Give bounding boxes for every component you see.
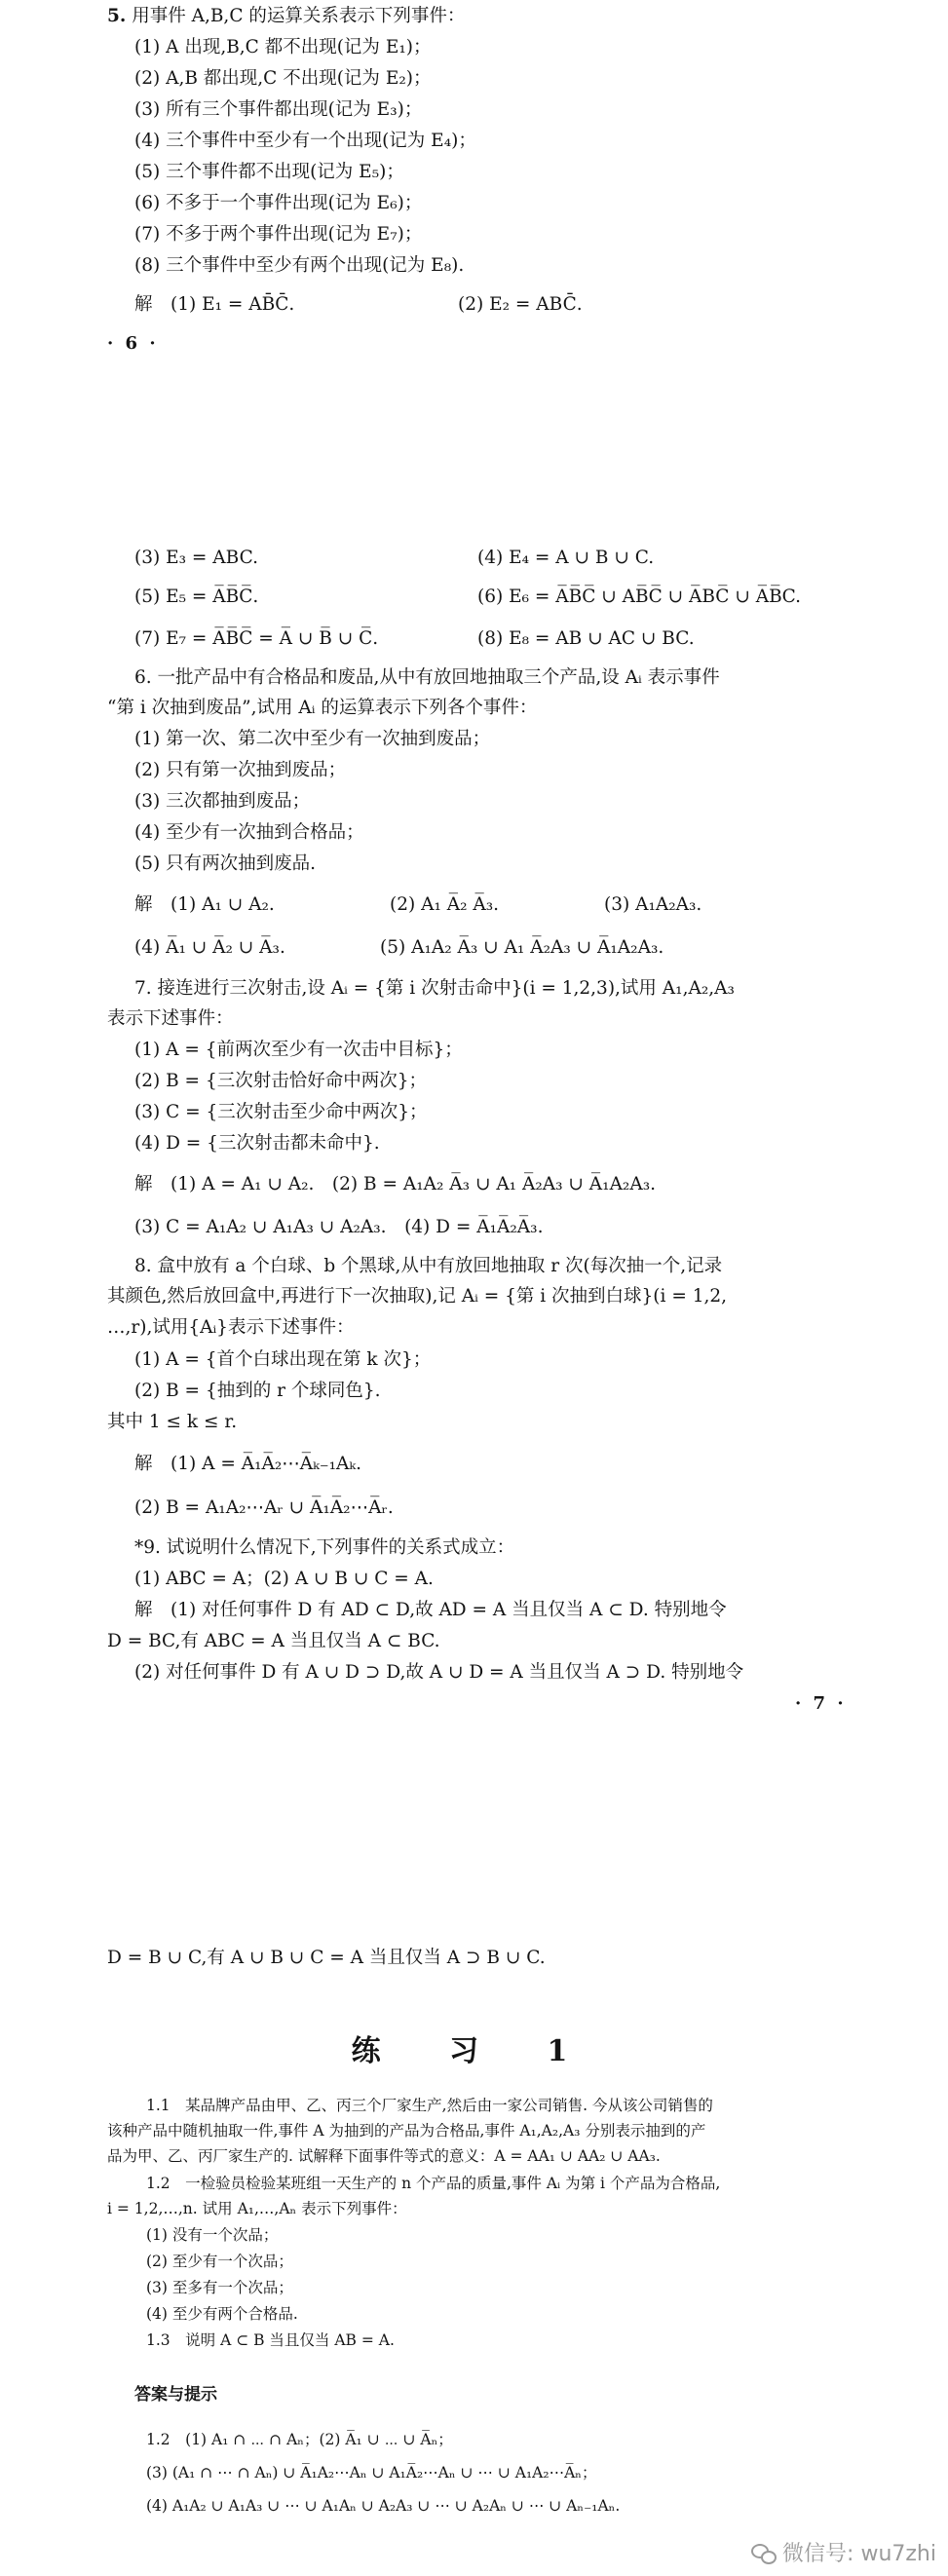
ex-1-2-item-2: (2) 至少有一个次品；	[146, 2253, 293, 2270]
q5-sol-row-2-left: (5) E₅ = A̅B̅C̅.	[134, 587, 259, 607]
q5-sol-row-1-left: (3) E₃ = ABC.	[134, 548, 258, 568]
ex-1-1-line-1: 1.1 某品牌产品由甲、乙、丙三个厂家生产,然后由一家公司销售. 今从该公司销售的	[146, 2097, 713, 2114]
ex-1-2-line-1: 1.2 一检验员检验某班组一天生产的 n 个产品的质量,事件 Aᵢ 为第 i 个产品为合格品,	[146, 2175, 721, 2192]
q5-sol-row-2-right: (6) E₆ = A̅B̅C̅ ∪ AB̅C̅ ∪ A̅BC̅ ∪ A̅B̅C.	[477, 587, 802, 607]
q9-items: (1) ABC = A；(2) A ∪ B ∪ C = A.	[134, 1569, 434, 1589]
q5-solution-2: (2) E₂ = ABC̄.	[458, 294, 583, 315]
q8-where: 其中 1 ≤ k ≤ r.	[107, 1412, 238, 1432]
q6-solution-1c: (3) A₁A₂A₃.	[604, 894, 702, 915]
q7-intro-line-2: 表示下述事件：	[107, 1008, 234, 1029]
q7-intro-line-1: 7. 接连进行三次射击,设 Aᵢ = {第 i 次射击命中}(i = 1,2,3),试用 A₁,A₂,A₃	[134, 978, 735, 999]
q7-item-4: (4) D = {三次射击都未命中}.	[134, 1133, 380, 1154]
ex-1-3: 1.3 说明 A ⊂ B 当且仅当 AB = A.	[146, 2331, 395, 2349]
q5-sol-row-3-right: (8) E₈ = AB ∪ AC ∪ BC.	[477, 628, 695, 649]
page-number-7: · 7 ·	[795, 1693, 847, 1714]
q6-item-2: (2) 只有第一次抽到废品；	[134, 760, 347, 780]
q7-item-3: (3) C = {三次射击至少命中两次}；	[134, 1102, 428, 1122]
exercise-title: 练 习 1	[351, 2034, 597, 2068]
q7-solution-1: 解 (1) A = A₁ ∪ A₂. (2) B = A₁A₂ A̅₃ ∪ A₁ A̅₂A₃ ∪ A̅₁A₂A₃.	[134, 1174, 657, 1194]
q5-item-3: (3) 所有三个事件都出现(记为 E₃)；	[134, 99, 423, 120]
answer-line-1: 1.2 (1) A₁ ∩ ⋯ ∩ Aₙ；(2) A̅₁ ∪ ⋯ ∪ A̅ₙ；	[146, 2431, 453, 2448]
q8-intro-line-2: 其颜色,然后放回盒中,再进行下一次抽取),记 Aᵢ = {第 i 次抽到白球}(i = 1,2,	[107, 1286, 728, 1307]
q7-item-1: (1) A = {前两次至少有一次击中目标}；	[134, 1040, 463, 1060]
q5-solution-1: 解 (1) E₁ = AB̄C̄.	[134, 294, 295, 315]
q8-item-2: (2) B = {抽到的 r 个球同色}.	[134, 1381, 381, 1401]
q5-item-1: (1) A 出现,B,C 都不出现(记为 E₁)；	[134, 37, 432, 57]
ex-1-1-line-3: 品为甲、乙、丙厂家生产的. 试解释下面事件等式的意义：A = AA₁ ∪ AA₂ ∪ AA₃.	[107, 2147, 661, 2165]
q5-item-4: (4) 三个事件中至少有一个出现(记为 E₄)；	[134, 131, 476, 151]
q6-item-5: (5) 只有两次抽到废品.	[134, 853, 316, 874]
q5-item-7: (7) 不多于两个事件出现(记为 E₇)；	[134, 224, 423, 245]
q6-intro-line-1: 6. 一批产品中有合格品和废品,从中有放回地抽取三个产品,设 Aᵢ 表示事件	[134, 667, 720, 688]
ex-1-1-line-2: 该种产品中随机抽取一件,事件 A 为抽到的产品为合格品,事件 A₁,A₂,A₃ 分别表示抽到的产	[107, 2122, 706, 2140]
ex-1-2-item-4: (4) 至少有两个合格品.	[146, 2305, 298, 2323]
wechat-icon	[751, 2543, 777, 2562]
q9-solution-1a: 解 (1) 对任何事件 D 有 AD ⊂ D,故 AD = A 当且仅当 A ⊂ D. 特别地令	[134, 1600, 727, 1620]
answer-line-3: (4) A₁A₂ ∪ A₁A₃ ∪ ⋯ ∪ A₁Aₙ ∪ A₂A₃ ∪ ⋯ ∪ A₂Aₙ ∪ ⋯ ∪ Aₙ₋₁Aₙ.	[146, 2497, 621, 2515]
answers-heading: 答案与提示	[134, 2385, 217, 2405]
q6-solution-2b: (5) A₁A₂ A̅₃ ∪ A₁ A̅₂A₃ ∪ A̅₁A₂A₃.	[380, 937, 664, 958]
q9-continuation: D = B ∪ C,有 A ∪ B ∪ C = A 当且仅当 A ⊃ B ∪ C.	[107, 1948, 546, 1968]
watermark-text: 微信号: wu7zhi	[782, 2542, 936, 2566]
q5-item-5: (5) 三个事件都不出现(记为 E₅)；	[134, 162, 404, 182]
q5-item-6: (6) 不多于一个事件出现(记为 E₆)；	[134, 193, 423, 213]
answer-line-2: (3) (A₁ ∩ ⋯ ∩ Aₙ) ∪ A̅₁A₂⋯Aₙ ∪ A₁A̅₂⋯Aₙ ∪ ⋯ ∪ A₁A₂⋯A̅ₙ；	[146, 2464, 597, 2481]
q5-sol-row-1-right: (4) E₄ = A ∪ B ∪ C.	[477, 548, 655, 568]
q8-item-1: (1) A = {首个白球出现在第 k 次}；	[134, 1349, 432, 1370]
q6-solution-2a: (4) A̅₁ ∪ A̅₂ ∪ A̅₃.	[134, 937, 285, 958]
q8-intro-line-1: 8. 盒中放有 a 个白球、b 个黑球,从中有放回地抽取 r 次(每次抽一个,记录	[134, 1256, 723, 1276]
q6-solution-1b: (2) A₁ A̅₂ A̅₃.	[390, 894, 500, 915]
q8-solution-2: (2) B = A₁A₂⋯Aᵣ ∪ A̅₁A̅₂⋯A̅ᵣ.	[134, 1497, 394, 1518]
q8-solution-1: 解 (1) A = A̅₁A̅₂⋯A̅ₖ₋₁Aₖ.	[134, 1454, 362, 1474]
q9-solution-2a: (2) 对任何事件 D 有 A ∪ D ⊃ D,故 A ∪ D = A 当且仅当 A ⊃ D. 特别地令	[134, 1662, 744, 1683]
q5-intro: 5. 用事件 A,B,C 的运算关系表示下列事件：	[107, 6, 466, 26]
q6-intro-line-2: “第 i 次抽到废品”,试用 Aᵢ 的运算表示下列各个事件：	[107, 698, 538, 718]
q6-item-3: (3) 三次都抽到废品；	[134, 791, 311, 812]
q6-solution-1a: 解 (1) A₁ ∪ A₂.	[134, 894, 275, 915]
page-number-6: · 6 ·	[107, 333, 159, 354]
q5-item-2: (2) A,B 都出现,C 不出现(记为 E₂)；	[134, 68, 432, 89]
q5-sol-row-3-left: (7) E₇ = A̅B̅C̅ = A̅ ∪ B̅ ∪ C̅.	[134, 628, 379, 649]
watermark	[751, 2537, 936, 2567]
q7-item-2: (2) B = {三次射击恰好命中两次}；	[134, 1071, 427, 1091]
q6-item-1: (1) 第一次、第二次中至少有一次抽到废品；	[134, 729, 491, 749]
q8-intro-line-3: …,r),试用{Aᵢ}表示下述事件：	[107, 1317, 355, 1338]
ex-1-2-item-3: (3) 至多有一个次品；	[146, 2279, 293, 2296]
q7-solution-2: (3) C = A₁A₂ ∪ A₁A₃ ∪ A₂A₃. (4) D = A̅₁A̅₂A̅₃.	[134, 1217, 544, 1237]
q9-solution-1b: D = BC,有 ABC = A 当且仅当 A ⊂ BC.	[107, 1631, 440, 1651]
q5-item-8: (8) 三个事件中至少有两个出现(记为 E₈).	[134, 255, 465, 276]
ex-1-2-line-2: i = 1,2,…,n. 试用 A₁,…,Aₙ 表示下列事件：	[107, 2200, 407, 2217]
q9-intro: *9. 试说明什么情况下,下列事件的关系式成立：	[134, 1537, 515, 1558]
ex-1-2-item-1: (1) 没有一个次品；	[146, 2226, 279, 2244]
q6-item-4: (4) 至少有一次抽到合格品；	[134, 822, 364, 843]
